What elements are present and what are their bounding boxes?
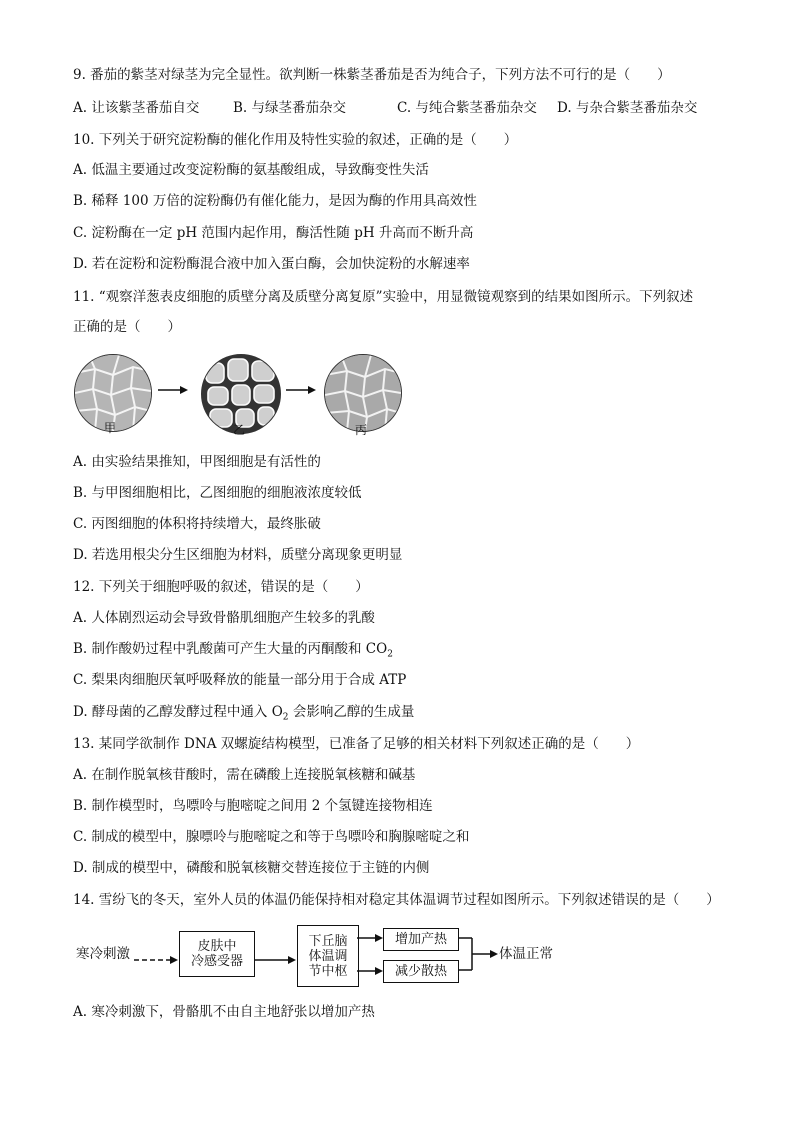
q11-option-c: C. 丙图细胞的体积将持续增大，最终胀破 — [73, 516, 321, 532]
box-skin-receptor-line1: 皮肤中 — [197, 939, 237, 954]
cell-label-jia: 甲 — [104, 421, 117, 435]
cell-label-yi: 乙 — [233, 423, 246, 437]
box-hypothalamus-line3: 节中枢 — [308, 963, 348, 979]
q12-option-b — [73, 640, 393, 658]
q10-option-b: B. 稀释 100 万倍的淀粉酶仍有催化能力，是因为酶的作用具高效性 — [73, 193, 477, 209]
q13-option-d: D. 制成的模型中，磷酸和脱氧核糖交替连接位于主链的内侧 — [73, 860, 430, 876]
box-hypothalamus — [297, 925, 359, 987]
cell-image-bing — [324, 354, 402, 432]
q12-option-d-subscript: 2 — [282, 712, 289, 723]
q10-option-a: A. 低温主要通过改变淀粉酶的氨基酸组成，导致酶变性失活 — [73, 162, 429, 178]
q12-stem: 12. 下列关于细胞呼吸的叙述，错误的是（ ） — [73, 579, 369, 595]
flow-arrow-1 — [254, 950, 296, 960]
q12-option-d — [73, 703, 414, 721]
q9-option-d: D. 与杂合紫茎番茄杂交 — [557, 100, 698, 116]
q11-option-d: D. 若选用根尖分生区细胞为材料，质壁分离现象更明显 — [73, 547, 403, 563]
box-increase-heat: 增加产热 — [383, 928, 459, 951]
q13-stem: 13. 某同学欲制作 DNA 双螺旋结构模型，已准备了足够的相关材料下列叙述正确的是（ ） — [73, 736, 640, 752]
box-hypothalamus-line1: 下丘脑 — [308, 933, 348, 949]
q11-option-a: A. 由实验结果推知，甲图细胞是有活性的 — [73, 454, 321, 470]
q13-option-b: B. 制作模型时，鸟嘌呤与胞嘧啶之间用 2 个氢键连接物相连 — [73, 798, 433, 814]
q13-option-a: A. 在制作脱氧核苷酸时，需在磷酸上连接脱氧核糖和碱基 — [73, 767, 416, 783]
q11-option-b: B. 与甲图细胞相比，乙图细胞的细胞液浓度较低 — [73, 485, 362, 501]
q9-option-b: B. 与绿茎番茄杂交 — [233, 100, 347, 116]
box-skin-receptor-line2: 冷感受器 — [190, 954, 243, 969]
q13-option-c: C. 制成的模型中，腺嘌呤与胞嘧啶之和等于鸟嘌呤和胸腺嘧啶之和 — [73, 829, 470, 845]
cell-label-bing: 丙 — [355, 423, 368, 437]
flow-merge-arrow — [458, 934, 498, 974]
flow-split-arrows — [357, 930, 383, 980]
q12-option-a: A. 人体剧烈运动会导致骨骼肌细胞产生较多的乳酸 — [73, 610, 375, 626]
q12-option-b-subscript: 2 — [387, 649, 393, 660]
box-reduce-heat-loss: 减少散热 — [383, 960, 459, 983]
q11-stem-line1: 11. “观察洋葱表皮细胞的质壁分离及质壁分离复原”实验中，用显微镜观察到的结果如图所示。下列叙述 — [73, 289, 694, 305]
flow-result: 体温正常 — [499, 946, 553, 962]
box-skin-receptor — [179, 931, 255, 977]
q12-option-d-text-end: 会影响乙醇的生成量 — [288, 704, 415, 720]
cell-image-yi — [201, 354, 281, 434]
arrow-2 — [286, 380, 316, 390]
q12-option-b-text: B. 制作酸奶过程中乳酸菌可产生大量的丙酮酸和 CO — [73, 641, 388, 657]
q14-option-a: A. 寒冷刺激下，骨骼肌不由自主地舒张以增加产热 — [73, 1004, 375, 1020]
arrow-1 — [158, 380, 188, 390]
q10-option-c: C. 淀粉酶在一定 pH 范围内起作用，酶活性随 pH 升高而不断升高 — [73, 225, 474, 241]
dashed-arrow — [134, 950, 178, 960]
q9-stem: 9. 番茄的紫茎对绿茎为完全显性。欲判断一株紫茎番茄是否为纯合子，下列方法不可行的是（ ） — [73, 67, 671, 83]
q11-stem-line2: 正确的是（ ） — [73, 319, 181, 335]
q12-option-c: C. 梨果肉细胞厌氧呼吸释放的能量一部分用于合成 ATP — [73, 672, 407, 688]
q9-option-a: A. 让该紫茎番茄自交 — [73, 100, 200, 116]
q9-option-c: C. 与纯合紫茎番茄杂交 — [397, 100, 537, 116]
q14-stem: 14. 雪纷飞的冬天，室外人员的体温仍能保持相对稳定其体温调节过程如图所示。下列叙述错误的是（ ） — [73, 892, 720, 908]
q12-option-d-text: D. 酵母菌的乙醇发酵过程中通入 O — [73, 704, 283, 720]
q10-stem: 10. 下列关于研究淀粉酶的催化作用及特性实验的叙述，正确的是（ ） — [73, 132, 518, 148]
q10-option-d: D. 若在淀粉和淀粉酶混合液中加入蛋白酶，会加快淀粉的水解速率 — [73, 256, 470, 272]
box-hypothalamus-line2: 体温调 — [308, 948, 348, 964]
flow-stimulus: 寒冷刺激 — [76, 946, 130, 962]
